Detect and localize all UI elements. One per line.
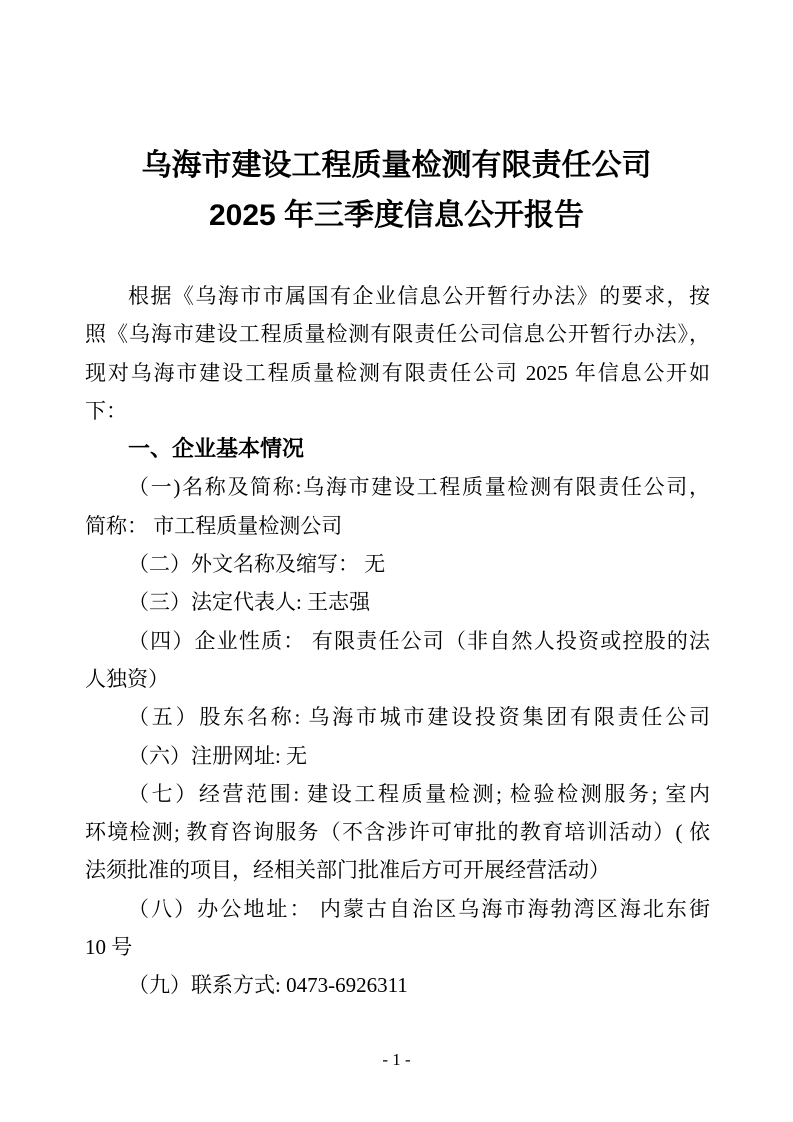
intro-line-4: 下：	[85, 398, 127, 423]
section-heading-basic-info: 一、企业基本情况	[128, 436, 305, 462]
item-registered-website: （六）注册网址: 无	[128, 743, 308, 768]
document-title-line-2: 2025 年三季度信息公开报告	[208, 199, 585, 232]
page-number: - 1 -	[382, 1050, 411, 1069]
item-enterprise-nature-line-2: 人独资）	[85, 666, 169, 691]
item-foreign-name: （二）外文名称及缩写： 无	[128, 552, 386, 577]
intro-line-3: 现对乌海市建设工程质量检测有限责任公司 2025 年信息公开如	[85, 360, 710, 385]
intro-line-2: 照《乌海市建设工程质量检测有限责任公司信息公开暂行办法》，	[85, 322, 710, 347]
item-shareholder-name: （五）股东名称: 乌海市城市建设投资集团有限责任公司	[128, 705, 710, 730]
item-office-address-line-2: 10 号	[85, 935, 133, 960]
item-business-scope-line-2: 环境检测; 教育咨询服务（不含涉许可审批的教育培训活动）( 依	[85, 820, 710, 845]
item-business-scope-line-3: 法须批准的项目，经相关部门批准后方可开展经营活动）	[85, 858, 610, 883]
item-enterprise-nature-line-1: （四）企业性质： 有限责任公司（非自然人投资或控股的法	[128, 628, 710, 653]
document-title-line-1: 乌海市建设工程质量检测有限责任公司	[141, 149, 652, 182]
item-legal-representative: （三）法定代表人: 王志强	[128, 590, 371, 615]
item-contact-number: （九）联系方式: 0473-6926311	[128, 973, 408, 998]
item-name-and-abbreviation-line-2: 简称： 市工程质量检测公司	[85, 513, 343, 538]
document-body	[85, 277, 710, 1005]
document-title	[0, 141, 793, 241]
item-office-address-line-1: （八）办公地址： 内蒙古自治区乌海市海勃湾区海北东街	[128, 896, 710, 921]
item-business-scope-line-1: （七）经营范围: 建设工程质量检测; 检验检测服务; 室内	[128, 781, 710, 806]
item-name-and-abbreviation-line-1: （一)名称及简称:乌海市建设工程质量检测有限责任公司，	[128, 475, 710, 500]
intro-line-1: 根据《乌海市市属国有企业信息公开暂行办法》的要求，按	[128, 284, 710, 308]
